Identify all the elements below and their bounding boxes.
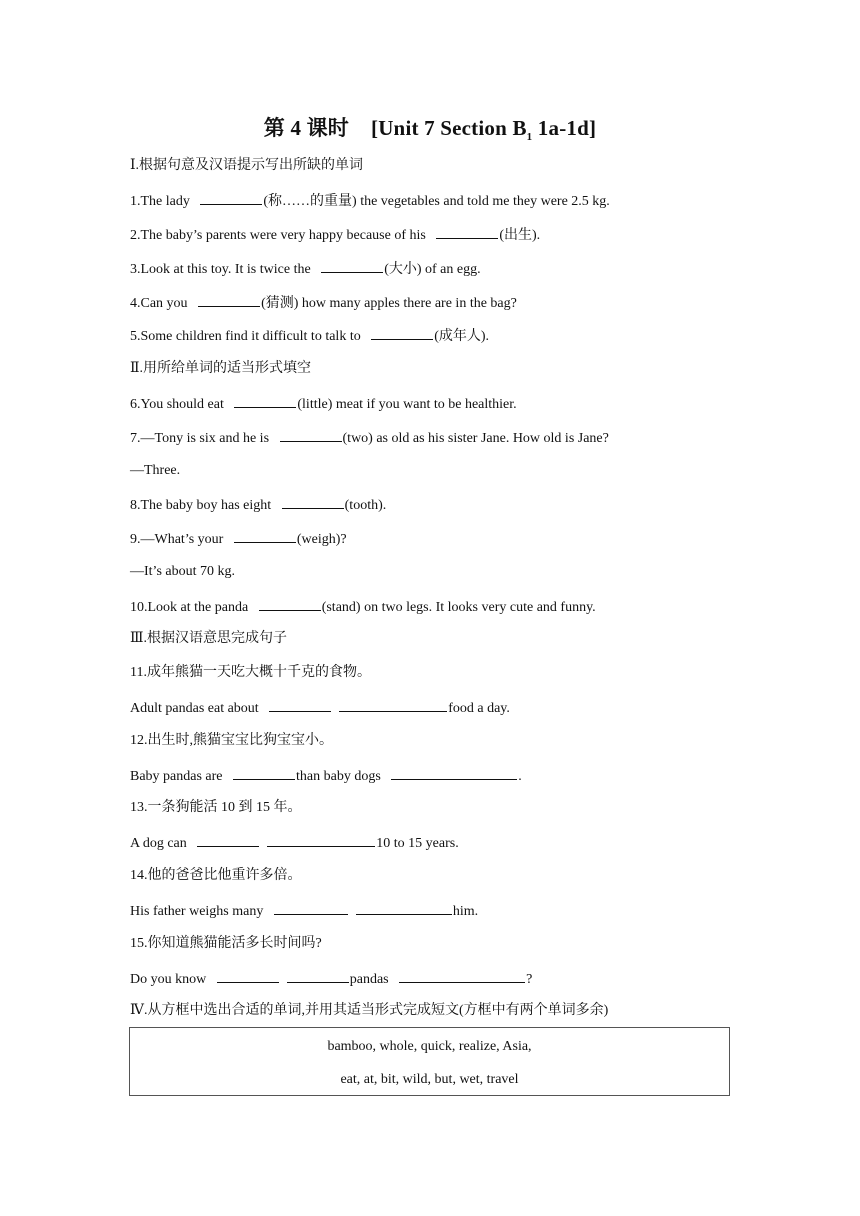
q9-answer: —It’s about 70 kg.: [130, 564, 235, 579]
question-3: [130, 258, 481, 280]
question-13: [130, 832, 459, 854]
q10-text-pre: 10.Look at the panda: [130, 600, 252, 615]
q15-text-mid: pandas: [349, 972, 393, 987]
q1-text-pre: 1.The lady: [130, 194, 194, 209]
question-11: [130, 697, 510, 719]
q6-text-post: (little) meat if you want to be healthier.: [297, 397, 517, 412]
q14-blank-2[interactable]: [356, 900, 452, 915]
question-2: [130, 224, 540, 246]
q3-text-post: (大小) of an egg.: [384, 262, 481, 277]
q15-blank-3[interactable]: [399, 968, 525, 983]
lesson-label: 第 4 课时: [263, 116, 349, 140]
q14-text-pre: His father weighs many: [130, 904, 267, 919]
q7-text-pre: 7.—Tony is six and he is: [130, 431, 273, 446]
question-15: [130, 968, 532, 990]
question-8: [130, 494, 386, 516]
q15-blank-1[interactable]: [217, 968, 279, 983]
q4-text-post: (猜测) how many apples there are in the bag?: [261, 296, 517, 311]
q15-text-post: ?: [526, 972, 533, 987]
unit-subscript: 1: [526, 131, 533, 144]
section-3-heading: Ⅲ.根据汉语意思完成句子: [130, 631, 288, 646]
q12-text-pre: Baby pandas are: [130, 769, 227, 784]
section-1-heading: Ⅰ.根据句意及汉语提示写出所缺的单词: [130, 158, 364, 173]
question-14: [130, 900, 478, 922]
q4-text-pre: 4.Can you: [130, 296, 192, 311]
question-7: [130, 427, 609, 449]
section-2-heading: Ⅱ.用所给单词的适当形式填空: [130, 361, 312, 376]
q13-blank-2[interactable]: [267, 832, 375, 847]
q14-blank-1[interactable]: [274, 900, 348, 915]
q2-blank[interactable]: [436, 224, 498, 239]
q14-chinese: 14.他的爸爸比他重许多倍。: [130, 868, 302, 883]
word-box-row-1: bamboo, whole, quick, realize, Asia,: [327, 1039, 532, 1054]
q9-text-pre: 9.—What’s your: [130, 532, 227, 547]
q12-blank-2[interactable]: [391, 765, 517, 780]
q13-blank-1[interactable]: [197, 832, 259, 847]
q6-text-pre: 6.You should eat: [130, 397, 228, 412]
q2-text-post: (出生).: [499, 228, 541, 243]
q7-text-post: (two) as old as his sister Jane. How old is Jane?: [342, 431, 609, 446]
question-10: [130, 596, 596, 618]
q11-text-pre: Adult pandas eat about: [130, 701, 263, 716]
q13-chinese: 13.一条狗能活 10 到 15 年。: [130, 800, 302, 815]
page-title: [0, 112, 860, 143]
q13-text-pre: A dog can: [130, 836, 191, 851]
q5-text-post: (成年人).: [434, 329, 490, 344]
question-1: [130, 190, 610, 212]
q11-chinese: 11.成年熊猫一天吃大概十千克的食物。: [130, 665, 371, 680]
q7-blank[interactable]: [280, 427, 342, 442]
q8-blank[interactable]: [282, 494, 344, 509]
q15-chinese: 15.你知道熊猫能活多长时间吗?: [130, 936, 322, 951]
q10-text-post: (stand) on two legs. It looks very cute and funny.: [321, 600, 596, 615]
q12-blank-1[interactable]: [233, 765, 295, 780]
question-12: [130, 765, 522, 787]
q12-text-mid: than baby dogs: [296, 769, 385, 784]
q9-text-post: (weigh)?: [296, 532, 347, 547]
q3-text-pre: 3.Look at this toy. It is twice the: [130, 262, 315, 277]
q5-blank[interactable]: [371, 325, 433, 340]
q2-text-pre: 2.The baby’s parents were very happy because of his: [130, 228, 430, 243]
q4-blank[interactable]: [198, 292, 260, 307]
q1-text-post: (称……的重量) the vegetables and told me they were 2.5 kg.: [263, 194, 610, 209]
word-box: [129, 1027, 730, 1096]
question-4: [130, 292, 517, 314]
question-6: [130, 393, 517, 415]
q7-answer: —Three.: [130, 463, 181, 478]
q9-blank[interactable]: [234, 528, 296, 543]
q13-text-post: 10 to 15 years.: [376, 836, 459, 851]
q15-blank-2[interactable]: [287, 968, 349, 983]
q11-text-post: food a day.: [448, 701, 510, 716]
q3-blank[interactable]: [321, 258, 383, 273]
q8-text-post: (tooth).: [344, 498, 387, 513]
q12-text-post: .: [518, 769, 522, 784]
q6-blank[interactable]: [234, 393, 296, 408]
q11-blank-2[interactable]: [339, 697, 447, 712]
q5-text-pre: 5.Some children find it difficult to talk to: [130, 329, 365, 344]
q14-text-post: him.: [452, 904, 479, 919]
q8-text-pre: 8.The baby boy has eight: [130, 498, 275, 513]
question-5: [130, 325, 489, 347]
q15-text-pre: Do you know: [130, 972, 210, 987]
word-box-row-2: eat, at, bit, wild, but, wet, travel: [340, 1072, 519, 1087]
unit-range: 1a-1d]: [532, 116, 597, 140]
q11-blank-1[interactable]: [269, 697, 331, 712]
q10-blank[interactable]: [259, 596, 321, 611]
q1-blank[interactable]: [200, 190, 262, 205]
question-9: [130, 528, 347, 550]
section-4-heading: Ⅳ.从方框中选出合适的单词,并用其适当形式完成短文(方框中有两个单词多余): [130, 1003, 609, 1018]
q12-chinese: 12.出生时,熊猫宝宝比狗宝宝小。: [130, 733, 333, 748]
unit-label: [Unit 7 Section B: [371, 116, 527, 140]
